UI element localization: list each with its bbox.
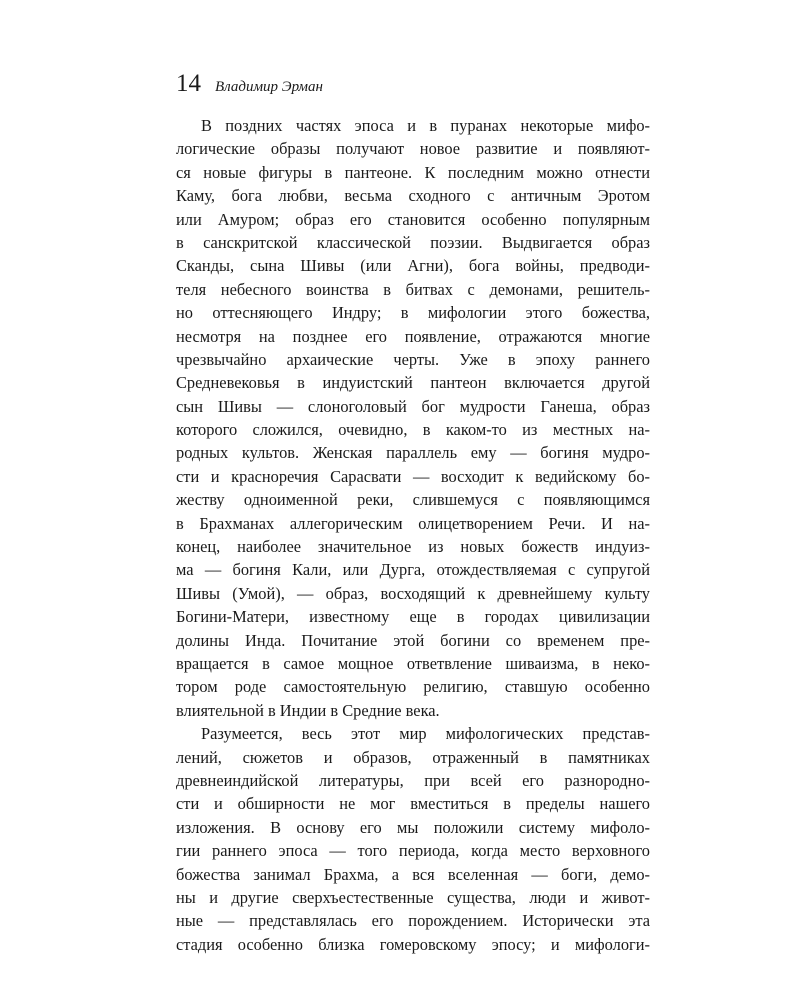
text-line: В поздних частях эпоса и в пуранах некоторые мифо- <box>201 116 650 135</box>
text-line: ные — представлялась его порождением. Исторически эта <box>176 911 650 931</box>
text-line: сти и красноречия Сарасвати — восходит к ведийскому бо- <box>176 466 650 486</box>
text-line: гии раннего эпоса — того периода, когда место верховного <box>176 841 650 861</box>
paragraph <box>176 114 650 722</box>
paragraph <box>176 722 650 956</box>
text-line: изложения. В основу его мы положили систему мифоло- <box>176 817 650 837</box>
text-line: Богини-Матери, известному еще в городах цивилизации <box>176 607 650 627</box>
text-line: Средневековья в индуистский пантеон включается другой <box>176 373 650 393</box>
text-line: ся новые фигуры в пантеоне. К последним можно отнести <box>176 162 650 182</box>
text-line: Шивы (Умой), — образ, восходящий к древнейшему культу <box>176 583 650 603</box>
text-line: в Брахманах аллегорическим олицетворением Речи. И на- <box>176 513 650 533</box>
text-line: логические образы получают новое развитие и появляют- <box>176 139 650 159</box>
text-line: ны и другие сверхъестественные существа, люди и живот- <box>176 887 650 907</box>
text-line: в санскритской классической поэзии. Выдвигается образ <box>176 232 650 252</box>
text-line: сын Шивы — слоноголовый бог мудрости Ганеша, образ <box>176 396 650 416</box>
text-line: теля небесного воинства в битвах с демонами, решитель- <box>176 279 650 299</box>
text-line: ма — богиня Кали, или Дурга, отождествляемая с супругой <box>176 560 650 580</box>
text-line: вращается в самое мощное ответвление шиваизма, в неко- <box>176 653 650 673</box>
running-head-author: Владимир Эрман <box>215 79 323 95</box>
text-line: родных культов. Женская параллель ему — богиня мудро- <box>176 443 650 463</box>
page-number: 14 <box>176 70 201 97</box>
text-line: Каму, бога любви, весьма сходного с античным Эротом <box>176 186 650 206</box>
text-line: которого сложился, очевидно, в каком-то из местных на- <box>176 420 650 440</box>
text-line: тором роде самостоятельную религию, ставшую особенно <box>176 677 650 697</box>
body-text <box>176 114 650 956</box>
text-line: древнеиндийской литературы, при всей его разнородно- <box>176 770 650 790</box>
text-line: сти и обширности не мог вместиться в пределы нашего <box>176 794 650 814</box>
text-line: Сканды, сына Шивы (или Агни), бога войны, предводи- <box>176 256 650 276</box>
text-line: конец, наиболее значительное из новых божеств индуиз- <box>176 537 650 557</box>
text-line: долины Инда. Почитание этой богини со временем пре- <box>176 630 650 650</box>
text-line: чрезвычайно архаические черты. Уже в эпоху раннего <box>176 349 650 369</box>
text-line: жеству одноименной реки, слившемуся с появляющимся <box>176 490 650 510</box>
text-line: божества занимал Брахма, а вся вселенная — боги, демо- <box>176 864 650 884</box>
running-head <box>176 68 323 100</box>
text-line: влиятельной в Индии в Средние века. <box>176 700 440 720</box>
text-line: или Амуром; образ его становится особенно популярным <box>176 209 650 229</box>
text-line: стадия особенно близка гомеровскому эпосу; и мифологи- <box>176 934 650 954</box>
text-line: Разумеется, весь этот мир мифологических представ- <box>201 724 650 744</box>
text-line: лений, сюжетов и образов, отраженный в памятниках <box>176 747 650 767</box>
text-line: несмотря на позднее его появление, отражаются многие <box>176 326 650 346</box>
text-line: но оттесняющего Индру; в мифологии этого божества, <box>176 303 650 323</box>
